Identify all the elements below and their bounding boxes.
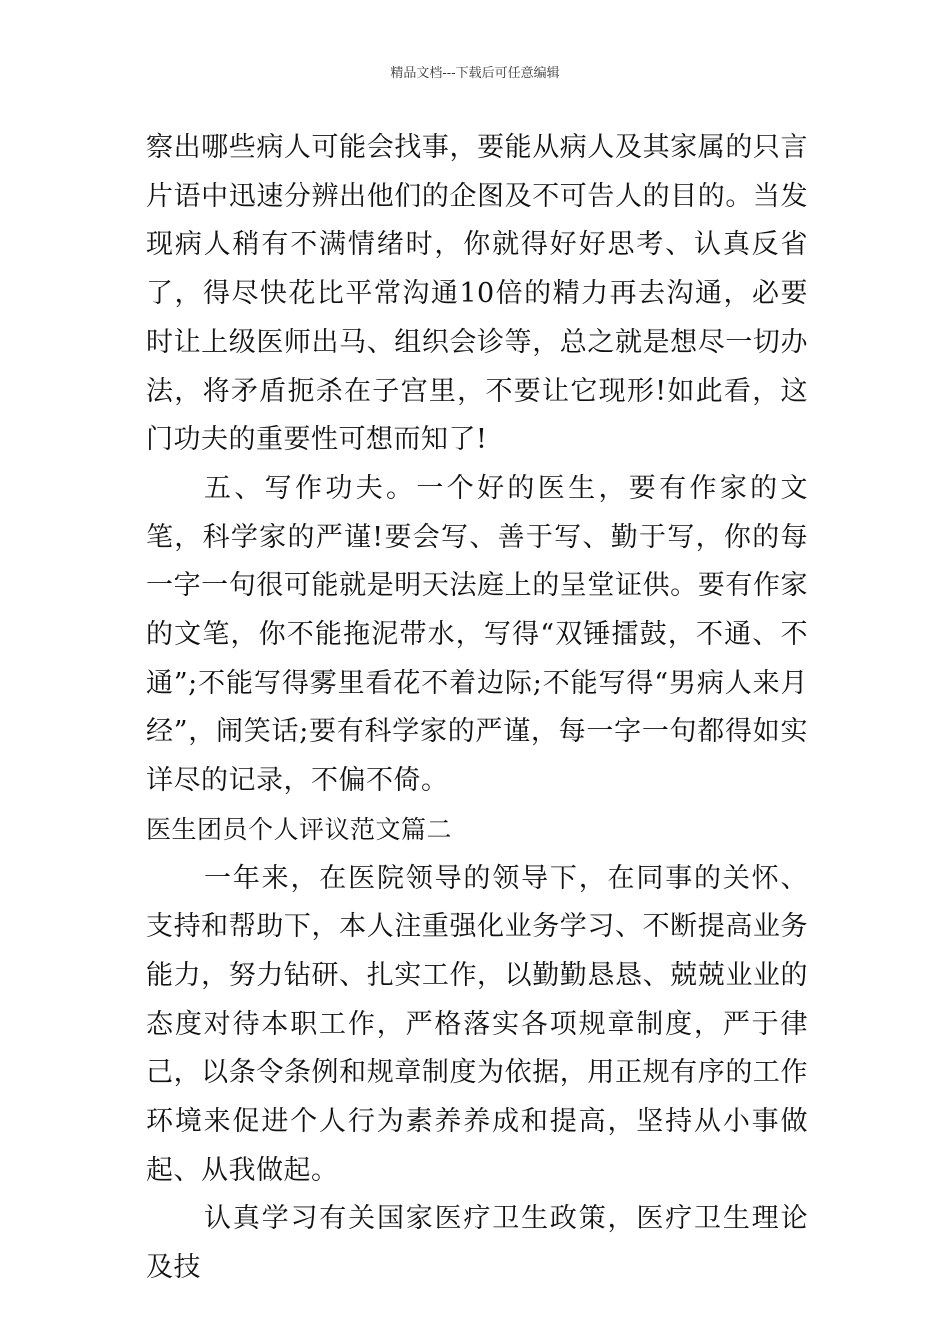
paragraph-writing-skill: 五、写作功夫。一个好的医生，要有作家的文笔，科学家的严谨!要会写、善于写、勤于写，你的每一字一句很可能就是明天法庭上的呈堂证供。要有作家的文笔，你不能拖泥带水，写得“双锤擂鼓，不通、不通”;不能写得雾里看花不着边际;不能写得“男病人来月经”，闹笑话;要有科学家的严谨，每一字一句都得如实详尽的记录，不偏不倚。 (146, 472, 808, 797)
section-heading: 医生团员个人评议范文篇二 (146, 814, 453, 844)
paragraph-annual-review: 一年来，在医院领导的领导下，在同事的关怀、支持和帮助下，本人注重强化业务学习、不断提高业务能力，努力钻研、扎实工作，以勤勤恳恳、兢兢业业的态度对待本职工作，严格落实各项规章制度，严于律己，以条令条例和规章制度为依据，用正规有序的工作环境来促进个人行为素养养成和提高，坚持从小事做起、从我做起。 (146, 862, 808, 1186)
document-body (146, 124, 808, 1293)
page-header: 精品文档---下载后可任意编辑 (390, 66, 560, 81)
paragraph-continuation: 察出哪些病人可能会找事，要能从病人及其家属的只言片语中迅速分辨出他们的企图及不可告人的目的。当发现病人稍有不满情绪时，你就得好好思考、认真反省了，得尽快花比平常沟通10倍的精力再去沟通，必要时让上级医师出马、组织会诊等，总之就是想尽一切办法，将矛盾扼杀在子宫里，不要让它现形!如此看，这门功夫的重要性可想而知了! (146, 132, 808, 456)
paragraph-study-policy: 认真学习有关国家医疗卫生政策，医疗卫生理论及技 (146, 1203, 808, 1284)
